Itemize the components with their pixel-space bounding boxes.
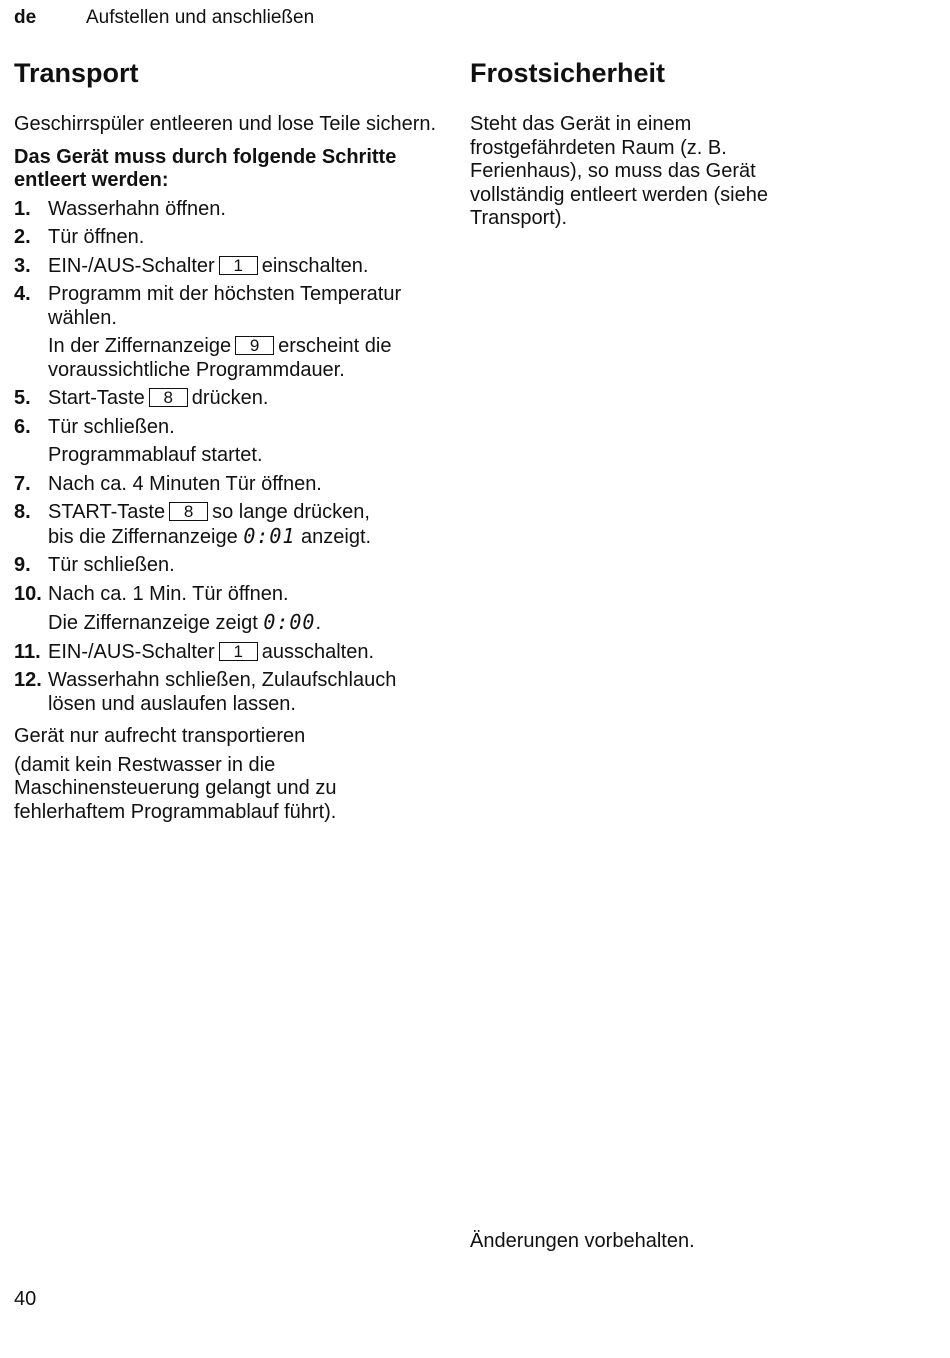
key-reference-box: 1 [219,642,258,661]
step-number: 5. [14,387,31,409]
digital-display-value: 0:01 [243,523,296,548]
frost-heading: Frostsicherheit [470,58,666,88]
step-number: 4. [14,283,31,305]
step-subtext-part: In der Ziffernanzeige [48,335,232,357]
transport-outro-line: Gerät nur aufrecht transportieren [14,725,306,747]
key-reference-box: 8 [149,388,188,407]
step-8 [14,501,439,549]
step-number: 9. [14,554,31,576]
step-text: bis die Ziffernanzeige [48,525,238,548]
step-4 [14,283,439,382]
step-number: 7. [14,472,31,495]
changes-reserved-note: Änderungen vorbehalten. [470,1230,695,1252]
step-number: 3. [14,254,31,277]
step-text: ausschalten. [261,640,375,663]
transport-outro-note: (damit kein Restwasser in die Maschinensteuerung gelangt und zu fehlerhaftem Programmablauf führt). [14,753,337,823]
step-text: Tür öffnen. [48,226,145,248]
step-text: EIN-/AUS-Schalter [48,640,215,663]
step-number: 1. [14,197,31,220]
step-6 [14,416,439,468]
transport-column [14,57,439,824]
key-reference-box: 9 [235,336,274,355]
step-11 [14,641,439,665]
frost-column [470,57,830,231]
step-text: einschalten. [261,254,369,277]
step-9 [14,554,439,578]
step-5 [14,387,439,411]
step-text: Tür schließen. [48,554,175,576]
step-text: so lange drücken, [212,501,370,523]
step-3 [14,255,439,279]
step-subtext-part: Die Ziffernanzeige zeigt [48,612,258,634]
step-text: Programm mit der höchsten Temperatur wählen. [48,283,402,329]
step-number: 6. [14,415,31,438]
key-reference-box: 1 [219,256,258,275]
key-reference-box: 8 [169,502,208,521]
step-text: START-Taste [48,501,166,523]
step-text: Tür schließen. [48,415,175,438]
step-number: 2. [14,226,31,248]
step-number: 12. [14,669,42,691]
step-text: drücken. [191,387,269,409]
transport-intro: Geschirrspüler entleeren und lose Teile sichern. [14,113,437,135]
step-text: Wasserhahn öffnen. [48,197,226,220]
step-subtext-part: . [315,612,322,634]
step-text: Nach ca. 1 Min. Tür öffnen. [48,582,289,605]
step-text: Start-Taste [48,387,145,409]
step-12 [14,669,439,716]
step-text: Wasserhahn schließen, Zulaufschlauch lösen und auslaufen lassen. [48,669,397,715]
step-1 [14,198,439,222]
language-code: de [14,7,37,28]
step-7 [14,473,439,497]
step-number: 8. [14,501,31,523]
step-text: EIN-/AUS-Schalter [48,254,215,277]
transport-bold-intro: Das Gerät muss durch folgende Schritte entleert werden: [14,145,397,191]
step-2 [14,226,439,250]
step-text: Nach ca. 4 Minuten Tür öffnen. [48,472,322,495]
section-header-title: Aufstellen und anschließen [86,7,315,28]
digital-display-value: 0:00 [263,610,316,634]
transport-heading: Transport [14,58,139,88]
step-10 [14,583,439,636]
step-text: anzeigt. [301,525,372,548]
page-number: 40 [14,1288,37,1310]
step-subtext-part: erscheint die voraussichtliche Programmdauer. [48,335,392,381]
step-subtext: Programmablauf startet. [48,444,263,466]
step-subtext [48,611,439,636]
step-number: 11. [14,640,41,663]
step-subtext [48,335,439,382]
step-number: 10. [14,582,42,605]
frost-text: Steht das Gerät in einem frostgefährdeten Raum (z. B. Ferienhaus), so muss das Gerät vollständig entleert werden (siehe Transport). [470,113,768,229]
